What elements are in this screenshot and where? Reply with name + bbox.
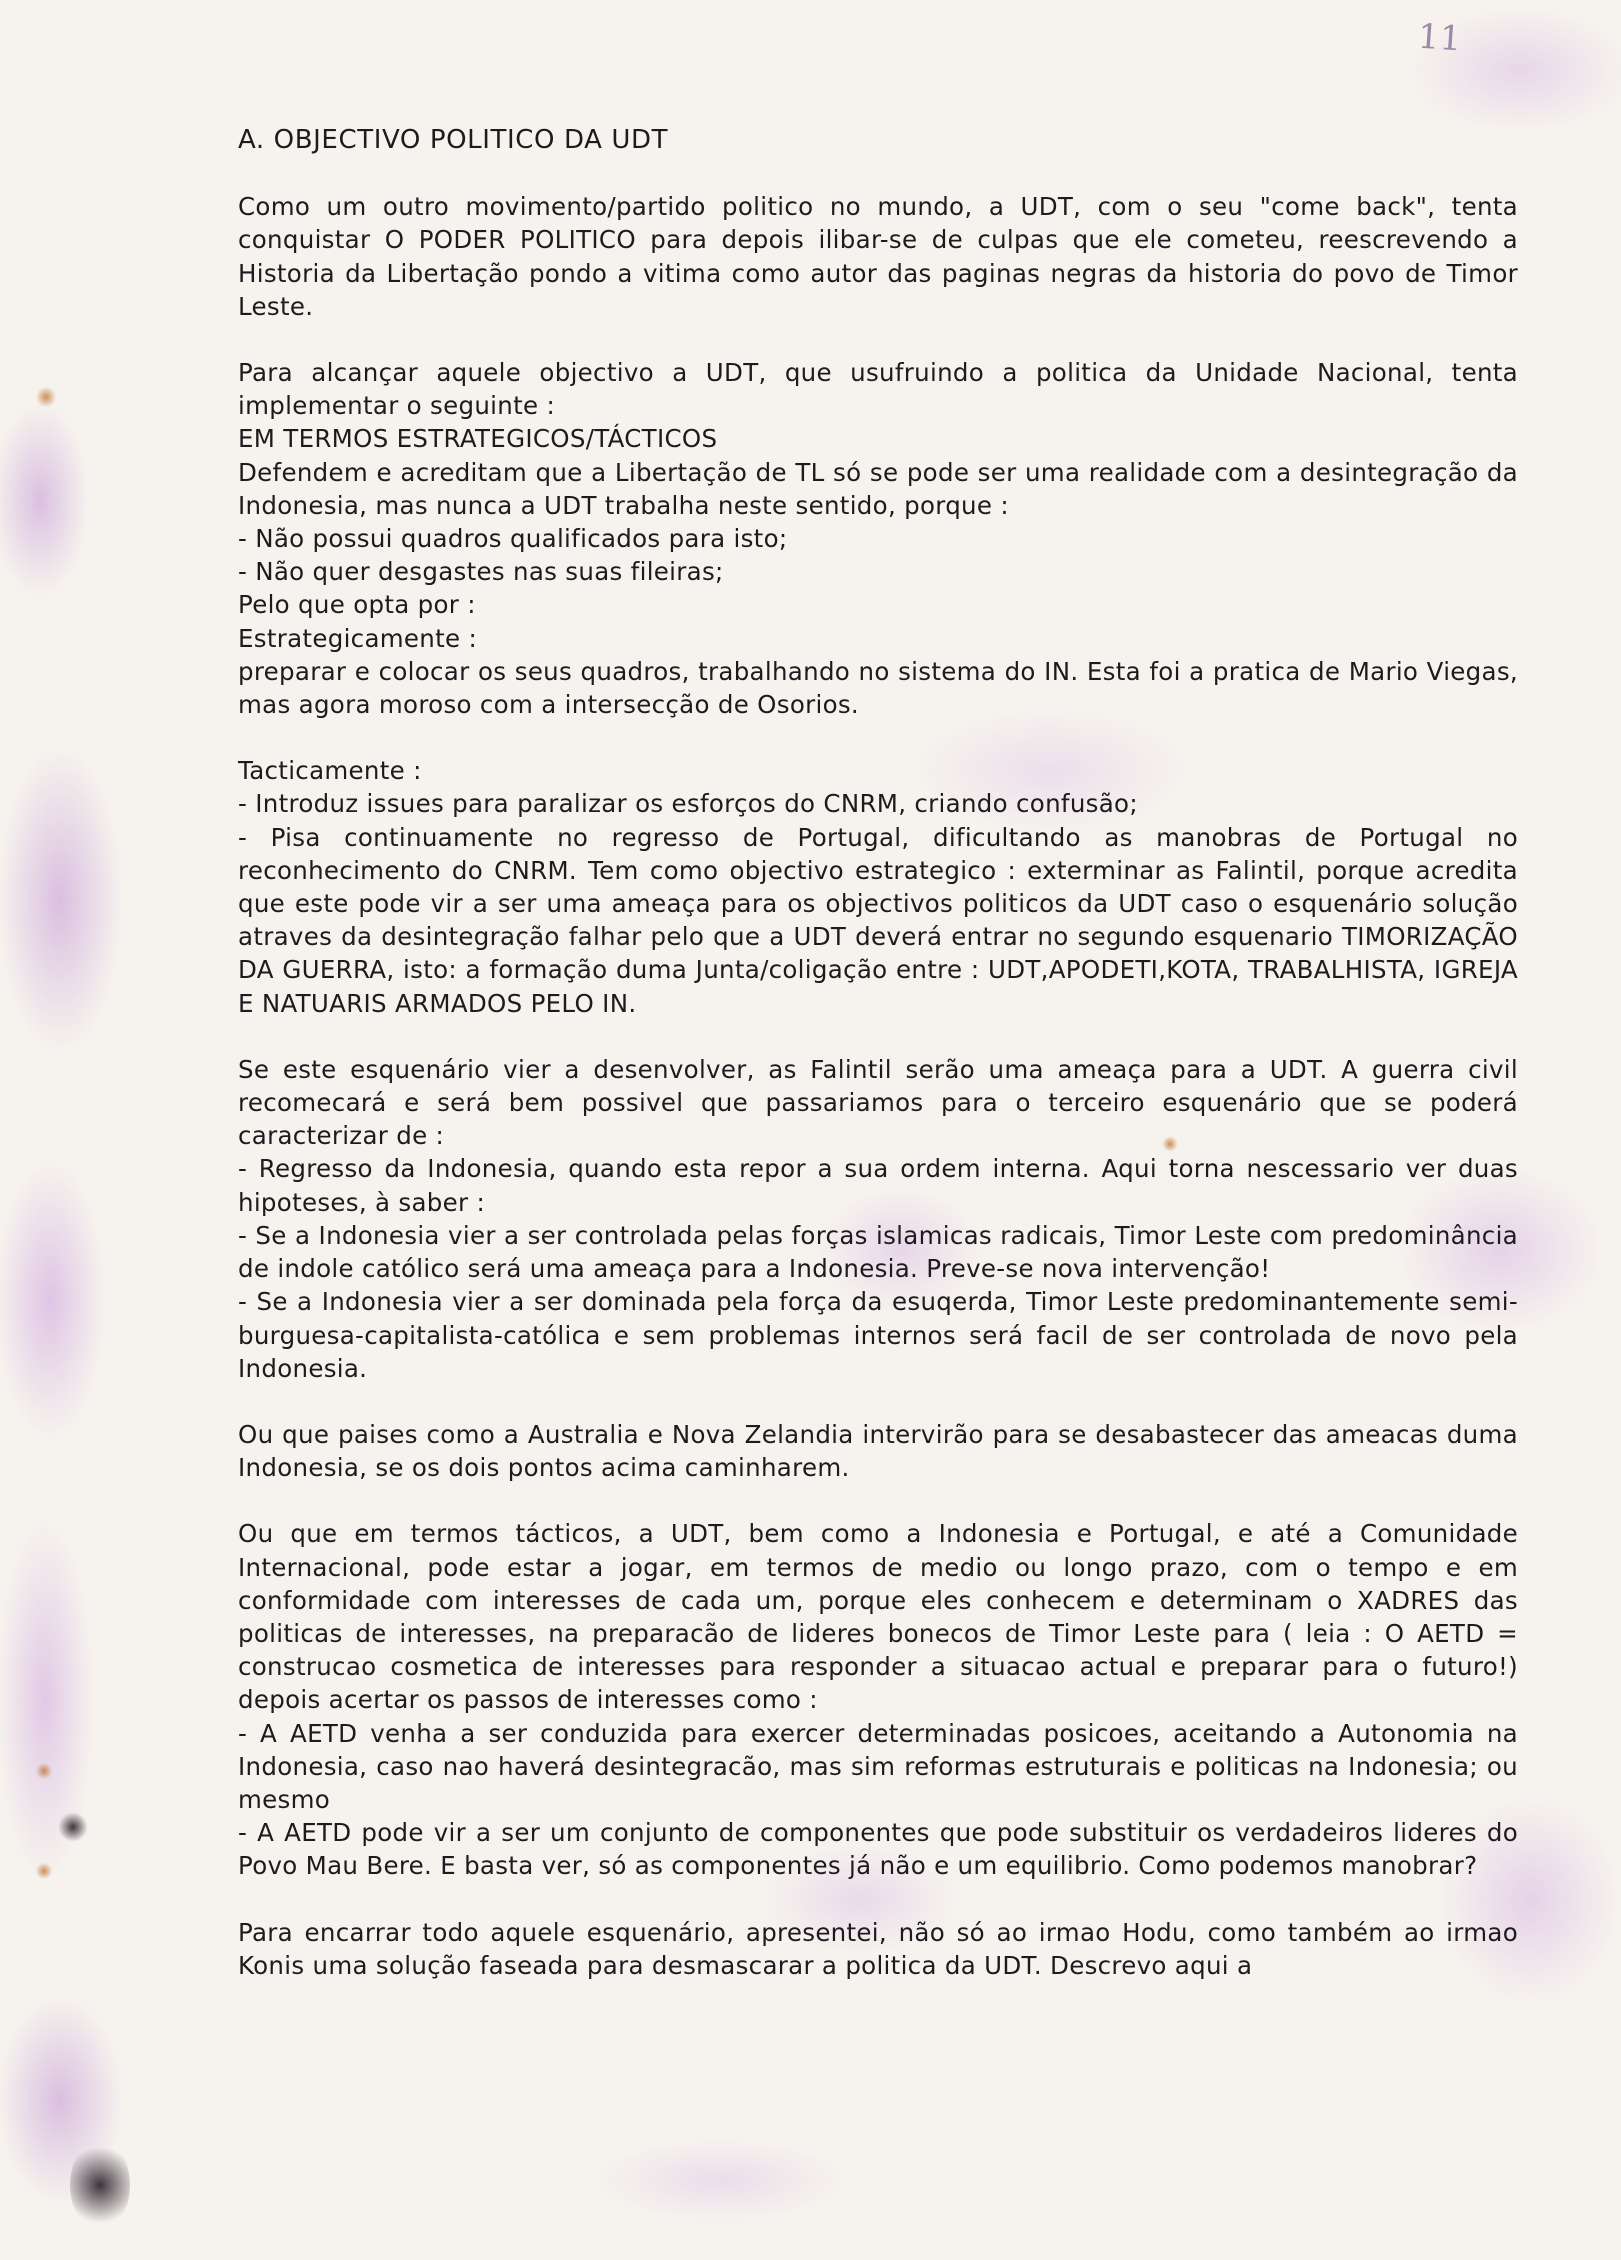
text-line: - A AETD venha a ser conduzida para exercer determinadas posicoes, aceitando a Autonomia na Indonesia, caso nao haverá desintegracão, mas sim reformas estruturais e politicas na Indonesia; ou mesmo [238, 1718, 1518, 1814]
text-line: Se este esquenário vier a desenvolver, as Falintil serão uma ameaça para a UDT. A guerra civil recomecará e será bem possivel que passariamos para o terceiro esquenário que se poderá caracterizar de : [238, 1054, 1518, 1151]
text-line: Ou que paises como a Australia e Nova Zelandia intervirão para se desabastecer das ameacas duma Indonesia, se os dois pontos acima caminharem. [238, 1419, 1518, 1483]
paragraph-6 [238, 1517, 1518, 1882]
ink-stain [70, 2140, 130, 2230]
text-line: - Se a Indonesia vier a ser controlada pelas forças islamicas radicais, Timor Leste com predominância de indole católico será uma ameaça para a Indonesia. Preve-se nova intervenção! [238, 1220, 1518, 1284]
section-heading: A. OBJECTIVO POLITICO DA UDT [238, 125, 669, 155]
text-line: Ou que em termos tácticos, a UDT, bem como a Indonesia e Portugal, e até a Comunidade Internacional, pode estar a jogar, em termos de medio ou longo prazo, com o tempo e em conformidade com interesses de cada um, porque eles conhecem e determinam o XADRES das politicas de interesses, na preparacão de lideres bonecos de Timor Leste para ( leia : O AETD = construcao cosmetica de interesses para responder a situacao actual e preparar para o futuro!) depois acertar os passos de interesses como : [238, 1519, 1518, 1715]
text-line: - Pisa continuamente no regresso de Portugal, dificultando as manobras de Portugal no reconhecimento do CNRM. Tem como objectivo estrategico : exterminar as Falintil, porque acredita que este pode vir a ser uma ameaça para os objectivos politicos da UDT caso o esquenário solução atraves da desintegração falhar pelo que a UDT deverá entrar no segundo esquenario TIMORIZAÇÃO DA GUERRA, isto: a formação duma Junta/coligação entre : UDT,APODETI,KOTA, TRABALHISTA, IGREJA E NATUARIS ARMADOS PELO IN. [238, 822, 1518, 1018]
text-line: Defendem e acreditam que a Libertação de TL só se pode ser uma realidade com a desintegração da Indonesia, mas nunca a UDT trabalha neste sentido, porque : [238, 457, 1518, 520]
paragraph-1 [238, 190, 1518, 323]
text-line: - Regresso da Indonesia, quando esta repor a sua ordem interna. Aqui torna nescessario ver duas hipoteses, à saber : [238, 1154, 1518, 1217]
paragraph-4 [238, 1053, 1518, 1385]
paragraph-3 [238, 754, 1518, 1020]
document-body [238, 124, 1518, 2015]
paragraph-2 [238, 356, 1518, 721]
paragraph-7 [238, 1916, 1518, 1982]
text-line: - Não quer desgastes nas suas fileiras; [238, 557, 724, 587]
rust-spot [36, 386, 56, 408]
text-line: - Introduz issues para paralizar os esforços do CNRM, criando confusão; [238, 789, 1138, 819]
text-line: EM TERMOS ESTRATEGICOS/TÁCTICOS [238, 424, 718, 454]
text-line: - A AETD pode vir a ser um conjunto de componentes que pode substituir os verdadeiros lideres do Povo Mau Bere. E basta ver, só as componentes já não e um equilibrio. Como podemos manobrar? [238, 1818, 1518, 1881]
text-line: Estrategicamente : [238, 623, 478, 653]
paragraph-5 [238, 1418, 1518, 1484]
text-line: Pelo que opta por : [238, 590, 476, 620]
text-line: Tacticamente : [238, 756, 422, 786]
page-number: 11 [1416, 16, 1463, 60]
text-line: Como um outro movimento/partido politico no mundo, a UDT, com o seu "come back", tenta conquistar O PODER POLITICO para depois ilibar-se de culpas que ele cometeu, reescrevendo a Historia da Libertação pondo a vitima como autor das paginas negras da historia do povo de Timor Leste. [238, 192, 1518, 321]
rust-spot [36, 1862, 52, 1880]
text-line: Para alcançar aquele objectivo a UDT, que usufruindo a politica da Unidade Nacional, tenta implementar o seguinte : [238, 358, 1518, 421]
ink-stain [58, 1812, 88, 1842]
text-line: Para encarrar todo aquele esquenário, apresentei, não só ao irmao Hodu, como também ao irmao Konis uma solução faseada para desmascarar a politica da UDT. Descrevo aqui a [238, 1917, 1518, 1980]
text-line: preparar e colocar os seus quadros, trabalhando no sistema do IN. Esta foi a pratica de Mario Viegas, mas agora moroso com a intersecção de Osorios. [238, 656, 1518, 720]
text-line: - Se a Indonesia vier a ser dominada pela força da esuqerda, Timor Leste predominantemente semi-burguesa-capitalista-católica e sem problemas internos será facil de ser controlada de novo pela Indonesia. [238, 1287, 1518, 1383]
text-line: - Não possui quadros qualificados para isto; [238, 524, 788, 554]
rust-spot [36, 1762, 52, 1780]
